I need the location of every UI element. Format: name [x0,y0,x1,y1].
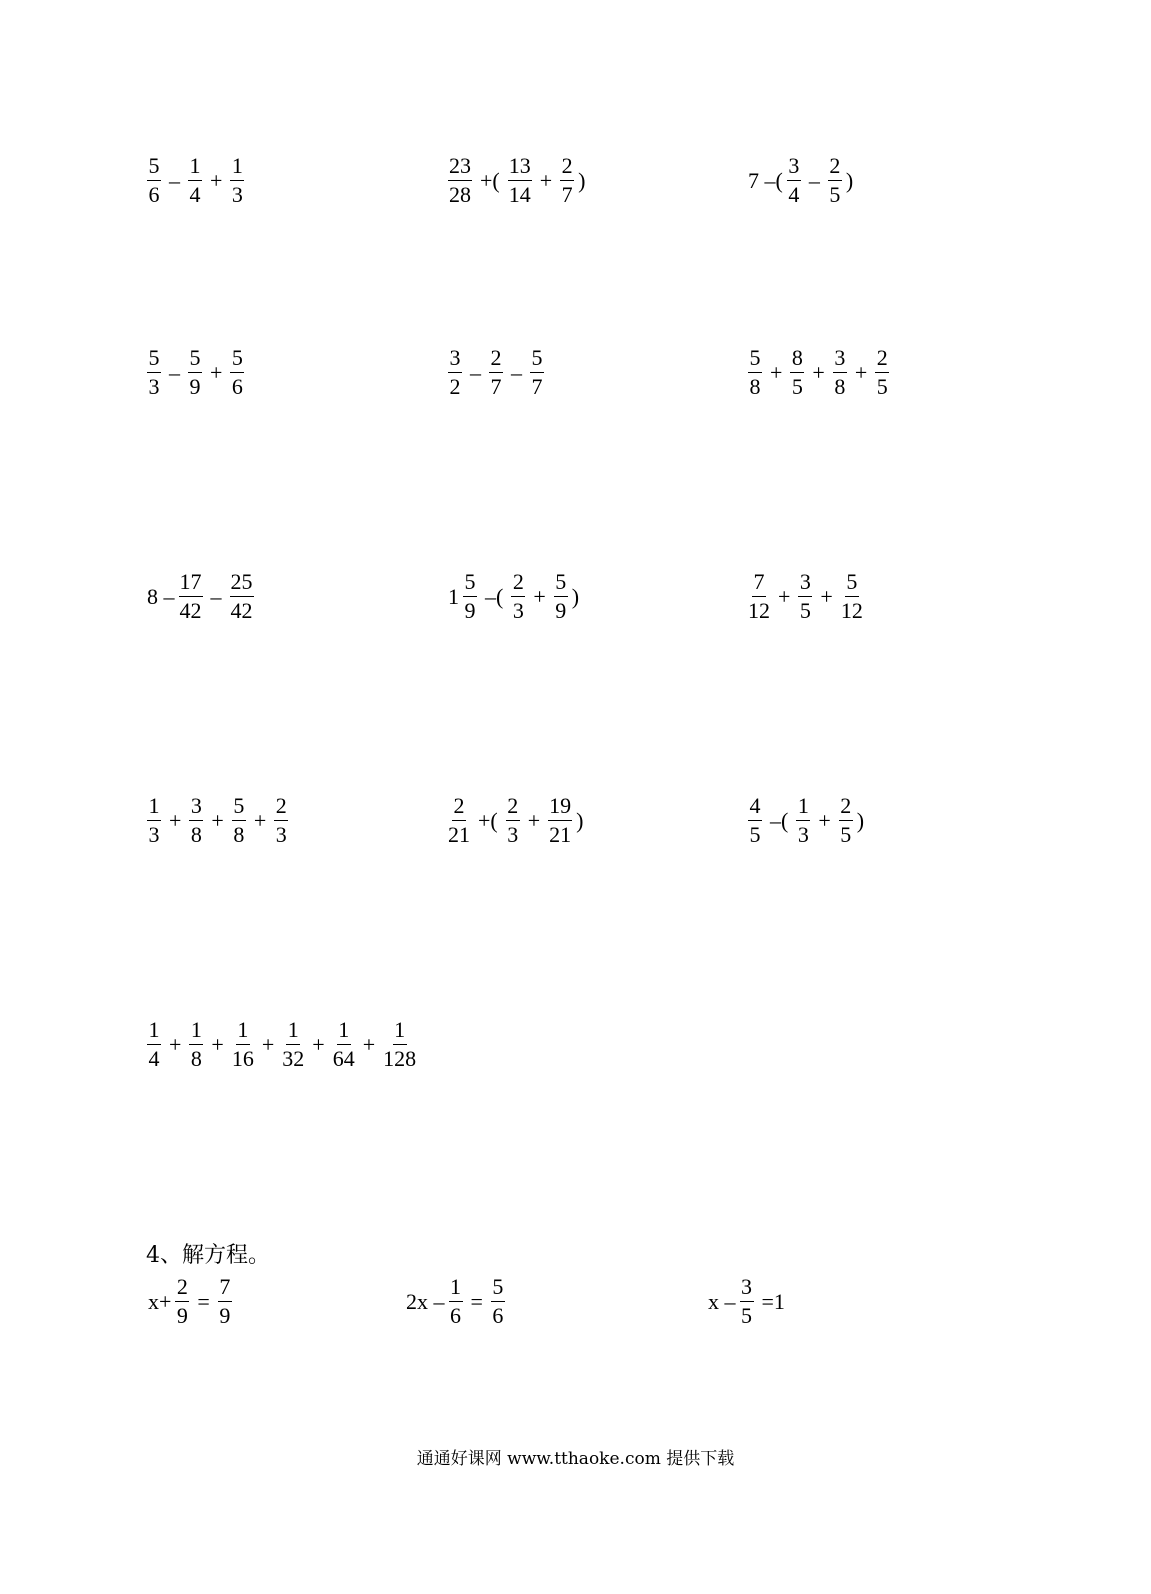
fraction [232,1019,254,1070]
fraction [147,155,161,206]
denominator: 28 [449,182,471,207]
denominator: 3 [507,822,519,847]
numerator: 5 [232,795,246,821]
denominator: 6 [492,1303,504,1328]
operator: – [511,359,522,385]
numerator: 2 [511,571,525,597]
numerator: 5 [147,347,161,373]
numerator: 3 [833,347,847,373]
problem-3 [746,155,855,206]
numerator: 1 [393,1019,407,1045]
denominator: 9 [555,598,567,623]
denominator: 5 [791,374,803,399]
fraction [463,571,477,622]
operator: + [362,1031,376,1057]
operator: – [169,167,180,193]
numerator: 2 [489,347,503,373]
expression-text: ) [578,167,586,193]
numerator: 1 [337,1019,351,1045]
denominator: 5 [741,1303,752,1328]
operator: + [812,359,825,385]
numerator: 5 [147,155,161,181]
numerator: 2 [839,795,853,821]
fraction [175,1276,189,1327]
numerator: 7 [752,571,766,597]
expression-text: x – [708,1288,736,1314]
expression-text: ) [571,583,580,609]
problem-9 [746,571,865,622]
fraction [511,571,525,622]
problem-12 [746,795,866,846]
operator: +( [478,807,498,833]
denominator: 6 [450,1303,461,1328]
fraction [841,571,863,622]
numerator: 5 [491,1276,505,1302]
numerator: 25 [230,571,254,597]
operator: + [210,359,223,385]
numerator: 2 [274,795,288,821]
equation-1 [146,1276,234,1327]
fraction [491,1276,505,1327]
fraction [740,1276,754,1327]
problem-6 [746,347,891,398]
numerator: 2 [175,1276,189,1302]
numerator: 5 [845,571,859,597]
numerator: 5 [554,571,568,597]
denominator: 3 [148,822,160,847]
numerator: 1 [189,1019,203,1045]
denominator: 21 [549,822,572,847]
fraction [189,795,203,846]
denominator: 16 [231,1046,254,1071]
fraction [230,571,254,622]
denominator: 14 [508,182,531,207]
denominator: 7 [490,374,502,399]
numerator: 17 [179,571,203,597]
footer-source: 通通好课网 www.tthaoke.com 提供下载 [416,1449,735,1469]
expression-text: ) [856,807,865,833]
numerator: 3 [189,795,203,821]
denominator: 5 [876,374,888,399]
fraction [833,347,847,398]
problem-8 [446,571,581,622]
denominator: 128 [383,1046,417,1071]
denominator: 3 [275,822,287,847]
expression-text: 2x – [406,1288,445,1314]
operator: + [778,583,791,609]
fraction [218,1276,232,1327]
numerator: 1 [188,155,202,181]
numerator: 2 [828,155,842,181]
denominator: 9 [464,598,476,623]
operator: + [211,1031,224,1057]
fraction [508,155,532,206]
fraction [230,155,244,206]
operator: –( [485,583,504,609]
denominator: 4 [189,182,201,207]
fraction [333,1019,355,1070]
denominator: 8 [190,1046,202,1071]
denominator: 2 [449,374,461,399]
denominator: 3 [512,598,524,623]
problem-11 [446,795,585,846]
denominator: 5 [749,822,761,847]
numerator: 3 [448,347,462,373]
numerator: 5 [748,347,762,373]
denominator: 4 [788,182,800,207]
operator: –( [770,807,789,833]
numerator: 5 [230,347,244,373]
denominator: 7 [531,374,543,399]
denominator: 5 [840,822,852,847]
numerator: 3 [740,1276,754,1302]
denominator: 8 [233,822,245,847]
fraction [828,155,842,206]
operator: – [169,359,180,385]
fraction [796,795,810,846]
operator: + [169,807,182,833]
fraction [449,1276,463,1327]
operator: + [818,807,831,833]
equation-2 [404,1276,507,1327]
denominator: 3 [231,182,243,207]
expression-text: ) [576,807,584,833]
problem-10 [145,795,290,846]
denominator: 6 [148,182,160,207]
equation-3 [706,1276,791,1327]
denominator: 4 [148,1046,160,1071]
numerator: 1 [286,1019,300,1045]
operator: = [197,1288,210,1314]
section-heading: 4、解方程。 [146,1243,270,1268]
operator: +( [480,167,500,193]
fraction [448,347,462,398]
problem-5 [446,347,546,398]
numerator: 2 [560,155,574,181]
denominator: 12 [748,598,770,623]
numerator: 1 [449,1276,463,1302]
expression-text: 1 [448,583,459,609]
denominator: 8 [749,374,761,399]
fraction [530,347,544,398]
operator: – [470,359,481,385]
numerator: 1 [236,1019,250,1045]
fraction [748,571,770,622]
numerator: 5 [188,347,202,373]
fraction [147,347,161,398]
expression-text: 7 –( [748,167,783,193]
operator: + [820,583,833,609]
fraction [554,571,568,622]
fraction [383,1019,416,1070]
fraction [230,347,244,398]
operator: + [854,359,868,385]
denominator: 64 [332,1046,355,1071]
numerator: 2 [452,795,466,821]
fraction [748,347,762,398]
denominator: 42 [230,598,253,623]
fraction [489,347,503,398]
fraction [189,1019,203,1070]
operator: = [470,1288,483,1314]
operator: + [533,583,546,609]
operator: + [539,167,553,193]
problem-7 [145,571,256,622]
operator: – [808,167,820,193]
denominator: 3 [148,374,160,399]
fraction [875,347,889,398]
denominator: 12 [840,598,863,623]
operator: =1 [761,1288,785,1314]
problem-2 [446,155,587,206]
denominator: 9 [189,374,201,399]
fraction [748,795,762,846]
denominator: 8 [834,374,846,399]
denominator: 9 [219,1303,231,1328]
numerator: 19 [548,795,572,821]
expression-text: ) [845,167,854,193]
fraction [147,1019,161,1070]
fraction [839,795,853,846]
expression-text: 8 – [147,583,175,609]
denominator: 32 [282,1046,305,1071]
operator: – [210,583,222,609]
problem-13 [145,1019,418,1070]
fraction [448,795,470,846]
denominator: 21 [448,822,470,847]
fraction [448,155,472,206]
operator: + [253,807,267,833]
fraction [232,795,246,846]
numerator: 5 [463,571,477,597]
numerator: 3 [798,571,812,597]
operator: + [261,1031,275,1057]
denominator: 9 [176,1303,188,1328]
fraction [787,155,801,206]
fraction [798,571,812,622]
numerator: 23 [448,155,472,181]
fraction [147,795,161,846]
fraction [188,347,202,398]
fraction [506,795,520,846]
fraction [188,155,202,206]
numerator: 1 [230,155,244,181]
denominator: 8 [190,822,202,847]
denominator: 5 [829,182,841,207]
operator: + [527,807,541,833]
expression-text: x+ [148,1288,172,1314]
fraction [179,571,203,622]
numerator: 1 [796,795,810,821]
fraction [790,347,804,398]
numerator: 7 [218,1276,232,1302]
numerator: 5 [530,347,544,373]
operator: + [169,1031,182,1057]
problem-1 [145,155,246,206]
problem-4 [145,347,246,398]
operator: + [210,167,223,193]
fraction [548,795,572,846]
numerator: 2 [875,347,889,373]
denominator: 5 [799,598,811,623]
numerator: 4 [748,795,762,821]
numerator: 1 [147,795,161,821]
numerator: 2 [506,795,520,821]
numerator: 1 [147,1019,161,1045]
denominator: 42 [179,598,202,623]
fraction [274,795,288,846]
operator: + [211,807,224,833]
denominator: 7 [561,182,573,207]
denominator: 6 [231,374,243,399]
denominator: 3 [797,822,809,847]
fraction [282,1019,304,1070]
numerator: 13 [508,155,532,181]
numerator: 3 [787,155,801,181]
operator: + [770,359,783,385]
operator: + [312,1031,325,1057]
numerator: 8 [790,347,804,373]
fraction [560,155,574,206]
